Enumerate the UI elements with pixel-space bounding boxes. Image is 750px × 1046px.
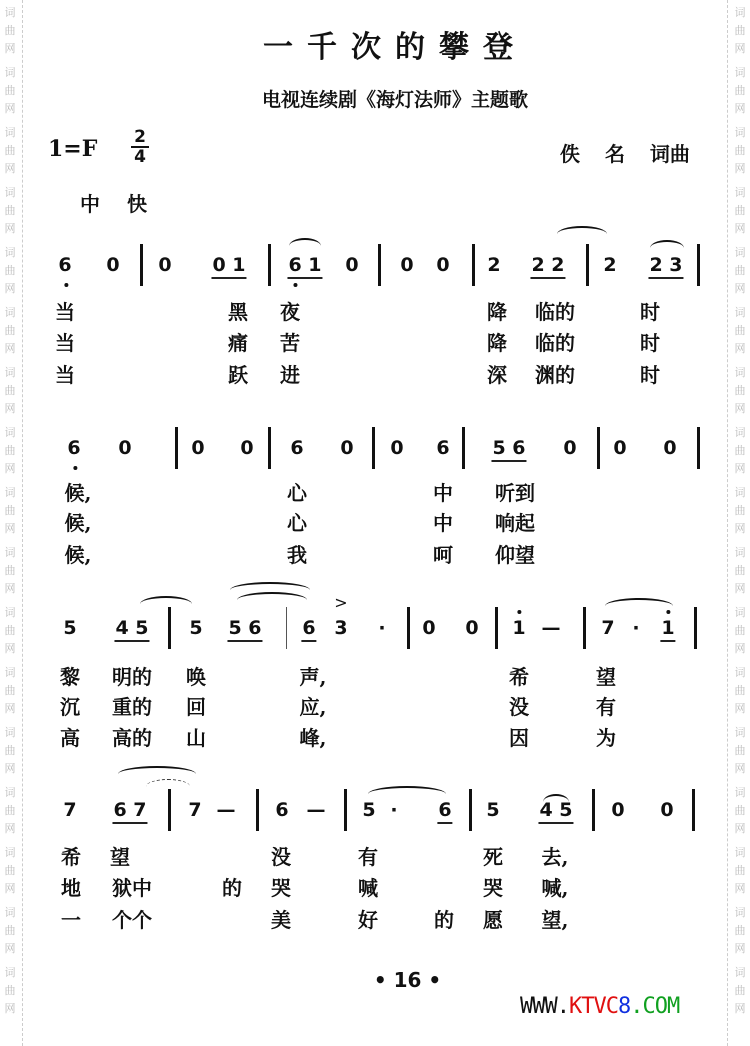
bar-line [256, 789, 259, 831]
note: 0 [563, 437, 577, 459]
note: 6 [290, 437, 304, 459]
note: 6 [436, 437, 450, 459]
watermark-text: 词 曲 网 [4, 546, 16, 595]
lyric: 唤 [186, 665, 206, 689]
lyric: 有 [596, 695, 616, 719]
song-subtitle: 电视连续剧《海灯法师》主题歌 [261, 89, 528, 111]
lyric: 高的 [112, 726, 152, 750]
lyric: 响起 [495, 511, 535, 535]
bar-line [472, 244, 475, 286]
lyric: 重的 [112, 695, 152, 719]
bar-line [597, 427, 600, 469]
bar-line [268, 427, 271, 469]
lyric: 没 [509, 695, 529, 719]
note: 1 [660, 616, 675, 642]
lyric: 望 [110, 845, 130, 869]
lyric: 因 [509, 726, 529, 750]
note: 2 [487, 254, 501, 276]
bar-line [268, 244, 271, 286]
note: 0 [390, 437, 404, 459]
lyric: 一 [61, 908, 81, 932]
note: 7 [601, 617, 615, 639]
watermark-right [732, 0, 748, 1020]
slur [368, 786, 446, 802]
watermark-text: 词 曲 网 [734, 126, 746, 175]
bar-line [495, 607, 498, 649]
lyric: 深 [487, 363, 507, 387]
lyric: 进 [280, 363, 300, 387]
note: 6 [58, 254, 72, 276]
lyric: 望 [596, 665, 616, 689]
watermark-text: 词 曲 网 [734, 486, 746, 535]
bar-line [168, 607, 171, 649]
tie [237, 592, 307, 608]
page-number: • 16 • [373, 968, 442, 992]
lyric: 高 [60, 726, 80, 750]
lyric: 没 [271, 845, 291, 869]
tie [140, 596, 192, 612]
lyric: 美 [271, 908, 291, 932]
lyric: 哭 [271, 876, 291, 900]
lyric: 时 [640, 363, 660, 387]
note: 5 [189, 617, 203, 639]
lyric: 峰, [299, 726, 327, 750]
lyric: 个个 [112, 908, 152, 932]
watermark-text: 词 曲 网 [734, 666, 746, 715]
lyric: 黑 [228, 300, 248, 324]
watermark-text: 词 曲 网 [734, 786, 746, 835]
lyric: 死 [483, 845, 503, 869]
watermark-text: 词 曲 网 [4, 666, 16, 715]
watermark-text: 词 曲 网 [734, 966, 746, 1015]
lyric: 心 [287, 481, 307, 505]
note: 0 [465, 617, 479, 639]
note-group: 5 6 [491, 436, 526, 462]
lyric: 去, [541, 845, 569, 869]
lyric: 时 [640, 331, 660, 355]
url-8: 8 [617, 994, 631, 1019]
bar-line [140, 244, 143, 286]
note-group: 5 6 [227, 616, 262, 642]
slur [605, 598, 673, 614]
note: 0 [106, 254, 120, 276]
note: 1 [512, 617, 526, 639]
bar-line [586, 244, 589, 286]
dash: — [306, 799, 326, 821]
note-group: 0 1 [211, 253, 246, 279]
watermark-text: 词 曲 网 [734, 186, 746, 235]
note-group: 2 2 [530, 253, 565, 279]
watermark-text: 词 曲 网 [734, 546, 746, 595]
time-sig-top: 2 [131, 128, 149, 148]
note: 0 [400, 254, 414, 276]
watermark-text: 词 曲 网 [4, 426, 16, 475]
note-group: 4 5 [114, 616, 149, 642]
lyric: 明的 [112, 665, 152, 689]
note: 0 [611, 799, 625, 821]
bar-line [697, 427, 700, 469]
url-ktvc: KTVC [568, 994, 618, 1019]
watermark-text: 词 曲 网 [734, 426, 746, 475]
watermark-text: 词 曲 网 [734, 606, 746, 655]
lyric: 候, [64, 511, 92, 535]
lyric: 黎 [60, 665, 80, 689]
lyric: 希 [509, 665, 529, 689]
song-title: 一千次的攀登 [263, 30, 527, 65]
note: 3 [334, 617, 348, 639]
note-group: 4 5 [538, 798, 573, 824]
lyric: 呵 [433, 543, 453, 567]
watermark-text: 词 曲 网 [4, 786, 16, 835]
bar-line [378, 244, 381, 286]
lyric: 候, [64, 543, 92, 567]
lyric: 当 [55, 331, 75, 355]
watermark-text: 词 曲 网 [4, 906, 16, 955]
dot: · [378, 617, 386, 639]
bar-line-dashed [286, 607, 287, 649]
note: 6 [67, 437, 81, 459]
note: 0 [663, 437, 677, 459]
lyric: 哭 [483, 876, 503, 900]
lyric: 喊, [541, 876, 569, 900]
watermark-text: 词 曲 网 [734, 906, 746, 955]
watermark-text: 词 曲 网 [734, 846, 746, 895]
bar-line [592, 789, 595, 831]
lyric: 愿 [483, 908, 503, 932]
lyric: 沉 [60, 695, 80, 719]
watermark-text: 词 曲 网 [4, 726, 16, 775]
lyric: 希 [61, 845, 81, 869]
url-www: WWW. [520, 994, 569, 1019]
note-group: 6 1 [287, 253, 322, 279]
lyric: 有 [358, 845, 378, 869]
tempo-marking: 中 快 [80, 192, 147, 216]
note: 0 [340, 437, 354, 459]
lyric: 的 [434, 908, 454, 932]
key-signature: 1=F [48, 136, 98, 162]
bar-line [168, 789, 171, 831]
lyric: 临的 [535, 300, 575, 324]
dash: — [541, 617, 561, 639]
lyric: 我 [287, 543, 307, 567]
margin-line-right [727, 0, 728, 1046]
url-com: .COM [630, 994, 680, 1019]
lyric: 望, [541, 908, 569, 932]
lyric: 苦 [280, 331, 300, 355]
watermark-text: 词 曲 网 [4, 66, 16, 115]
bar-line [692, 789, 695, 831]
note: 2 [603, 254, 617, 276]
dash: — [216, 799, 236, 821]
lyric: 的 [222, 876, 242, 900]
watermark-text: 词 曲 网 [734, 306, 746, 355]
slur [289, 238, 321, 254]
note-group: 6 7 [112, 798, 147, 824]
author-credit: 佚 名 词曲 [560, 142, 690, 166]
lyric: 听到 [495, 481, 535, 505]
lyric: 为 [596, 726, 616, 750]
time-signature [131, 128, 149, 166]
note: 6 [437, 798, 452, 824]
lyric: 当 [55, 300, 75, 324]
note: 0 [436, 254, 450, 276]
bar-line [694, 607, 697, 649]
lyric: 渊的 [535, 363, 575, 387]
watermark-text: 词 曲 网 [4, 366, 16, 415]
bar-line [583, 607, 586, 649]
bar-line [469, 789, 472, 831]
note: 0 [660, 799, 674, 821]
watermark-text: 词 曲 网 [4, 606, 16, 655]
watermark-text: 词 曲 网 [4, 846, 16, 895]
watermark-left [2, 0, 18, 1020]
margin-line-left [22, 0, 23, 1046]
lyric: 狱中 [112, 876, 152, 900]
watermark-text: 词 曲 网 [734, 726, 746, 775]
lyric: 候, [64, 481, 92, 505]
lyric: 痛 [228, 331, 248, 355]
note: 6 [301, 616, 316, 642]
bar-line [407, 607, 410, 649]
time-sig-bottom: 4 [134, 147, 146, 167]
note: 0 [613, 437, 627, 459]
note: 0 [240, 437, 254, 459]
note-group: 2 3 [648, 253, 683, 279]
lyric: 中 [433, 481, 453, 505]
note: 0 [422, 617, 436, 639]
watermark-text: 词 曲 网 [734, 66, 746, 115]
lyric: 降 [487, 300, 507, 324]
lyric: 心 [287, 511, 307, 535]
note: 5 [486, 799, 500, 821]
bar-line [697, 244, 700, 286]
note: 0 [345, 254, 359, 276]
note: 7 [63, 799, 77, 821]
lyric: 回 [186, 695, 206, 719]
watermark-text: 词 曲 网 [4, 306, 16, 355]
watermark-text: 词 曲 网 [734, 366, 746, 415]
note: 5 [63, 617, 77, 639]
bar-line [344, 789, 347, 831]
lyric: 夜 [280, 300, 300, 324]
watermark-text: 词 曲 网 [734, 6, 746, 55]
lyric: 应, [299, 695, 327, 719]
note: 5 [362, 799, 376, 821]
lyric: 临的 [535, 331, 575, 355]
bar-line [372, 427, 375, 469]
lyric: 跃 [228, 363, 248, 387]
note: 0 [191, 437, 205, 459]
lyric: 喊 [358, 876, 378, 900]
lyric: 降 [487, 331, 507, 355]
dot: · [390, 799, 398, 821]
note: 0 [118, 437, 132, 459]
watermark-text: 词 曲 网 [4, 486, 16, 535]
lyric: 当 [55, 363, 75, 387]
dot: · [632, 617, 640, 639]
watermark-text: 词 曲 网 [4, 126, 16, 175]
note: 7 [188, 799, 202, 821]
lyric: 好 [358, 908, 378, 932]
lyric: 仰望 [495, 543, 535, 567]
bar-line [175, 427, 178, 469]
watermark-text: 词 曲 网 [734, 246, 746, 295]
site-url[interactable] [520, 994, 679, 1019]
lyric: 中 [433, 511, 453, 535]
lyric: 时 [640, 300, 660, 324]
watermark-text: 词 曲 网 [4, 6, 16, 55]
tie [557, 226, 607, 242]
lyric: 声, [299, 665, 327, 689]
watermark-text: 词 曲 网 [4, 246, 16, 295]
accent-mark: > [334, 593, 348, 612]
note: 6 [275, 799, 289, 821]
watermark-text: 词 曲 网 [4, 186, 16, 235]
lyric: 地 [61, 876, 81, 900]
lyric: 山 [186, 726, 206, 750]
note: 0 [158, 254, 172, 276]
bar-line [462, 427, 465, 469]
watermark-text: 词 曲 网 [4, 966, 16, 1015]
slur [650, 240, 684, 256]
